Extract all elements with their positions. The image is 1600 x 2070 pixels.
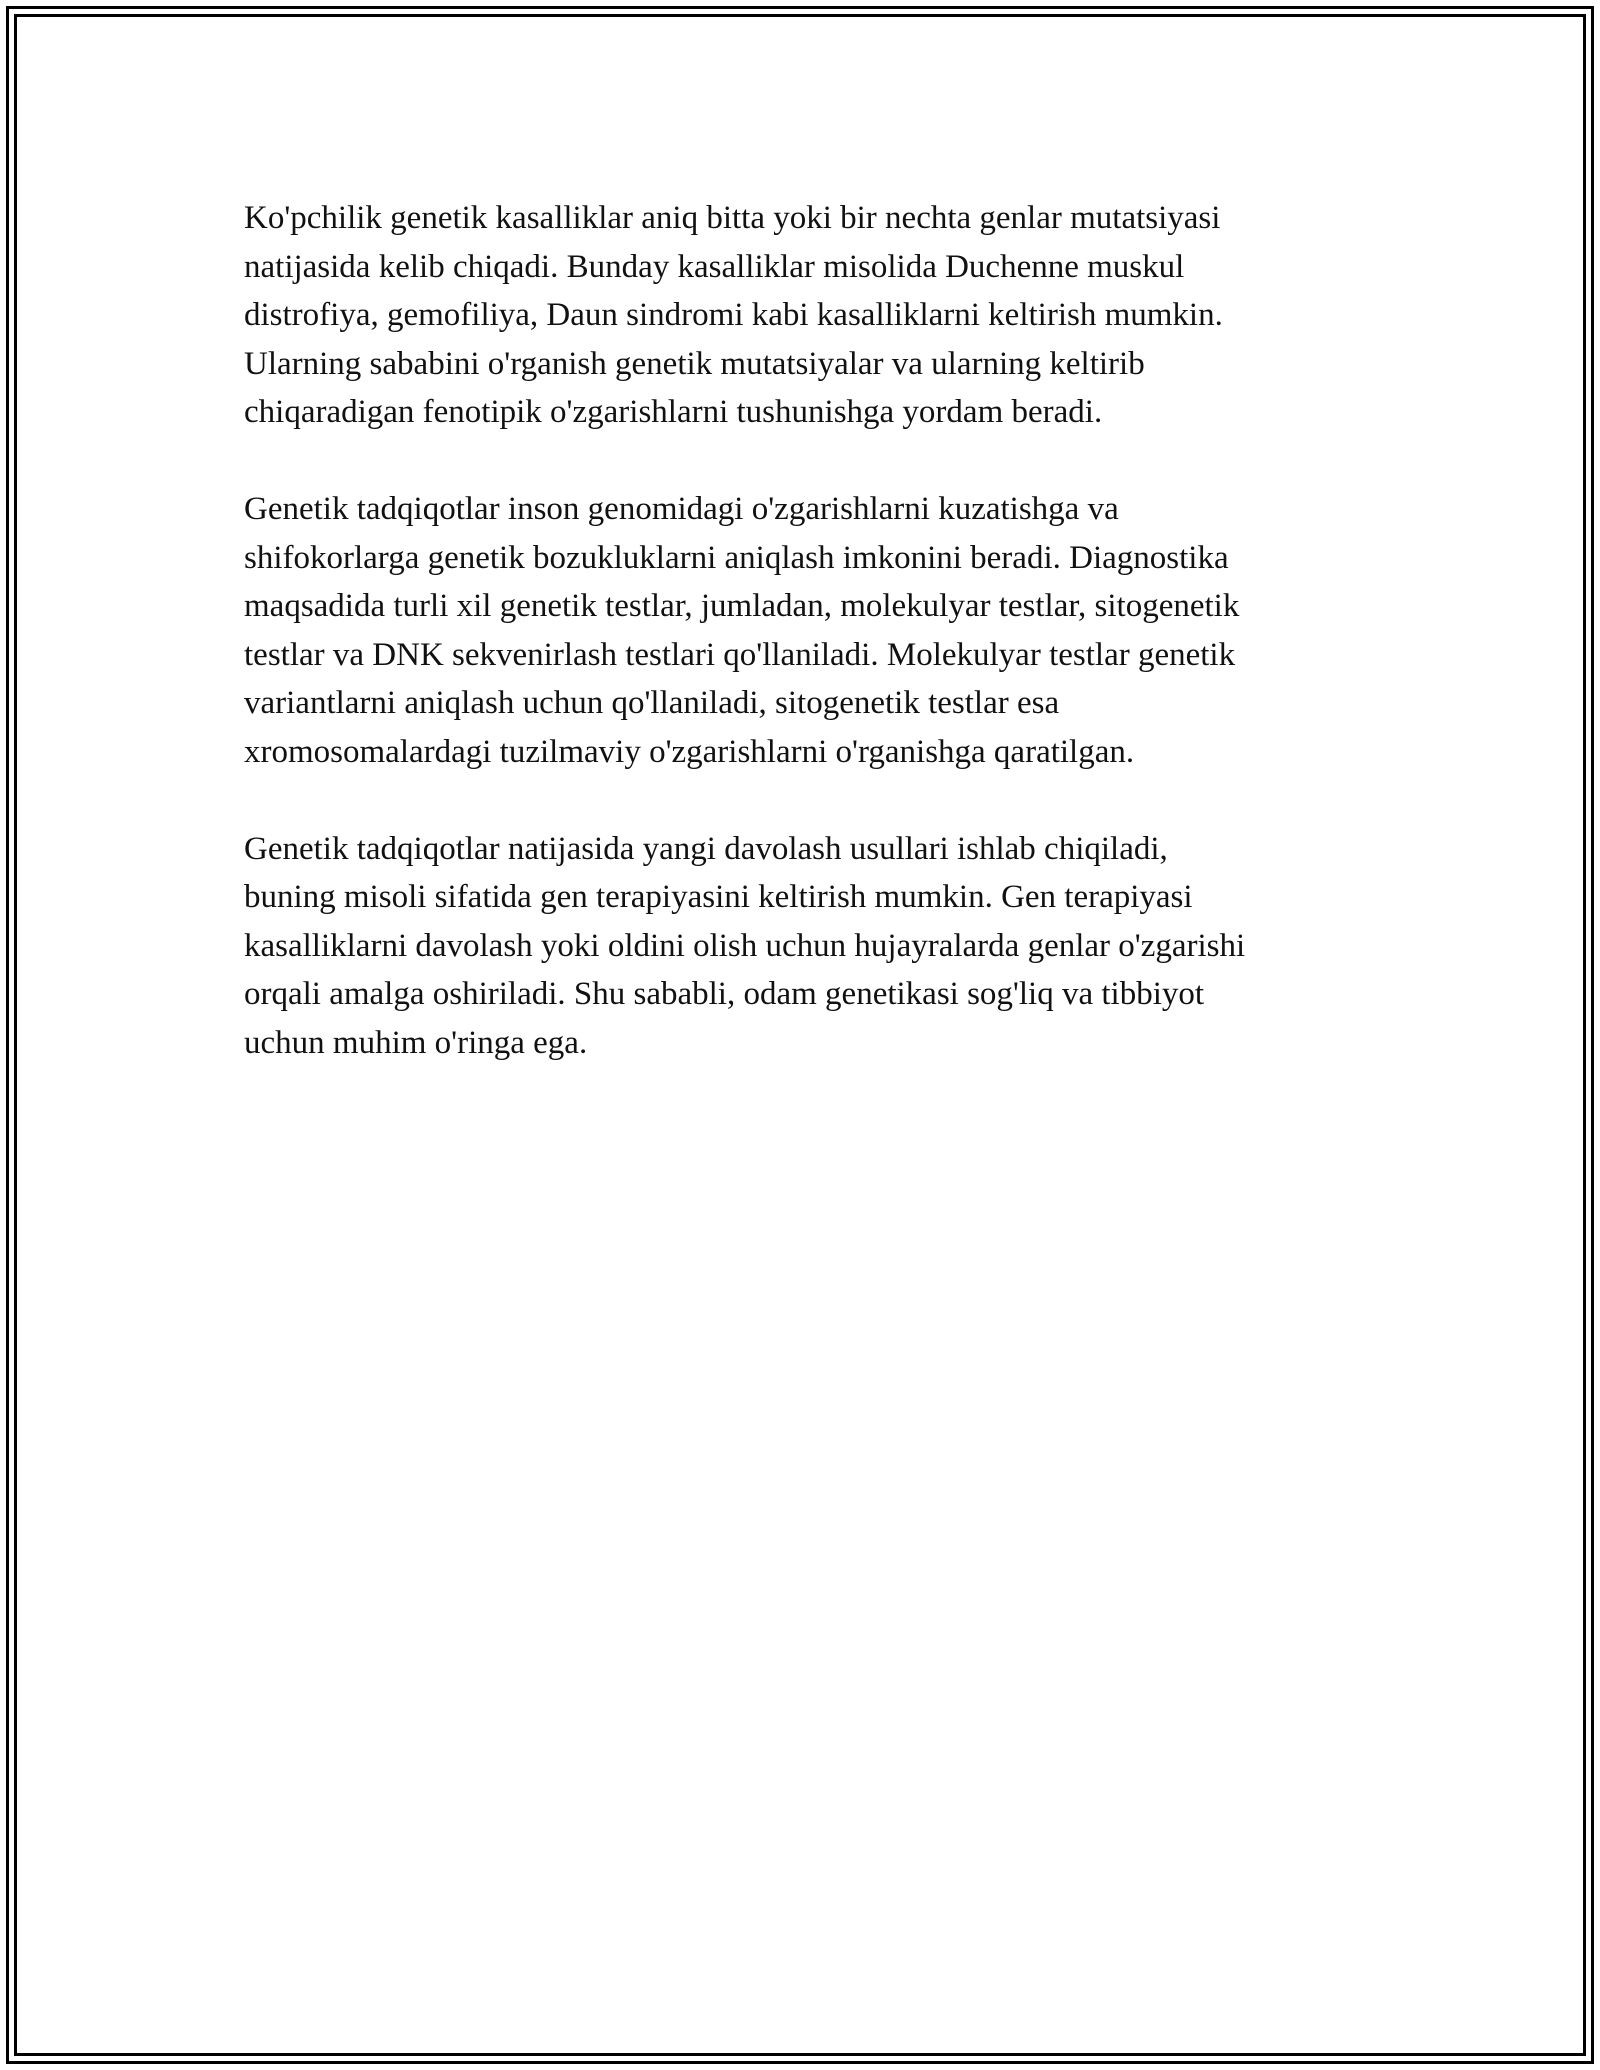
document-body <box>244 194 1384 1116</box>
paragraph-gene-therapy: Genetik tadqiqotlar natijasida yangi davolash usullari ishlab chiqiladi, buning misoli sifatida gen terapiyasini keltirish mumkin. Gen terapiyasi kasalliklarni davolash yoki oldini olish uchun hujayralarda genlar o'zgarishi orqali amalga oshiriladi. Shu sababli, odam genetikasi sog'liq va tibbiyot uchun muhim o'ringa ega. <box>244 830 1246 1061</box>
paragraph-genetic-diseases: Ko'pchilik genetik kasalliklar aniq bitta yoki bir nechta genlar mutatsiyasi natijasida kelib chiqadi. Bunday kasalliklar misolida Duchenne muskul distrofiya, gemofiliya, Daun sindromi kabi kasalliklarni keltirish mumkin. Ularning sababini o'rganish genetik mutatsiyalar va ularning keltirib chiqaradigan fenotipik o'zgarishlarni tushunishga yordam beradi. <box>244 200 1223 430</box>
page-frame <box>6 6 1594 2064</box>
paragraph-genetic-research-diagnostics: Genetik tadqiqotlar inson genomidagi o'zgarishlarni kuzatishga va shifokorlarga genetik bozukluklarni aniqlash imkonini beradi. Diagnostika maqsadida turli xil genetik testlar, jumladan, molekulyar testlar, sitogenetik testlar va DNK sekvenirlash testlari qo'llaniladi. Molekulyar testlar genetik variantlarni aniqlash uchun qo'llaniladi, sitogenetik testlar esa xromosomalardagi tuzilmaviy o'zgarishlarni o'rganishga qaratilgan. <box>244 491 1240 770</box>
